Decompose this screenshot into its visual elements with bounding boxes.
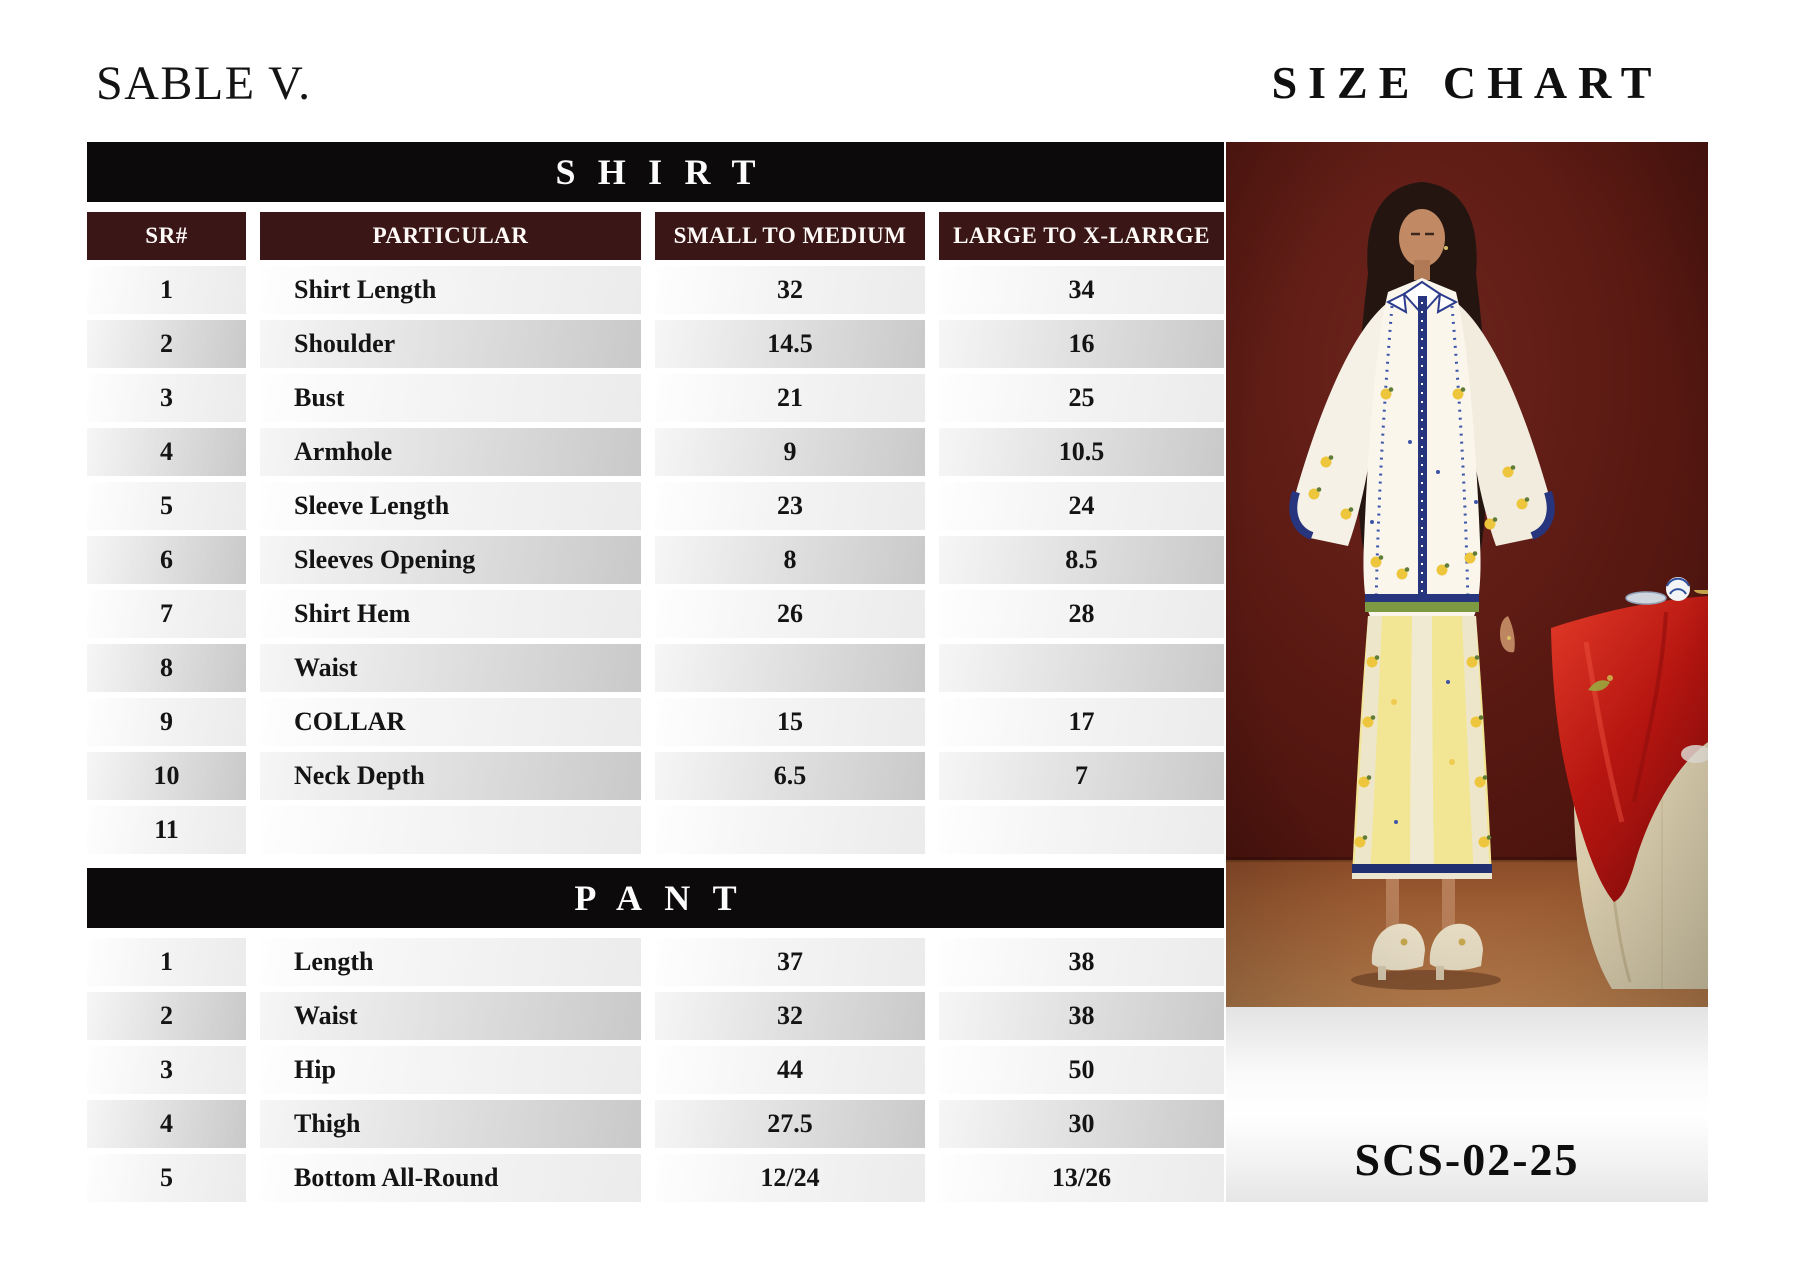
- pant-section: [87, 868, 1224, 1202]
- shirt-section-header: SHIRT: [87, 142, 1224, 202]
- sr-cell: 3: [87, 374, 246, 422]
- small-medium-cell: 32: [655, 266, 925, 314]
- small-medium-cell: 9: [655, 428, 925, 476]
- small-medium-cell: [655, 806, 925, 854]
- product-panel: [1226, 142, 1708, 1202]
- size-tables: [87, 142, 1224, 1202]
- sr-cell: 7: [87, 590, 246, 638]
- pant-table: [87, 938, 1224, 1202]
- sr-cell: 11: [87, 806, 246, 854]
- sr-cell: 4: [87, 1100, 246, 1148]
- large-xlarge-cell: 16: [939, 320, 1224, 368]
- large-xlarge-cell: 38: [939, 992, 1224, 1040]
- particular-cell: Neck Depth: [260, 752, 641, 800]
- particular-cell: Sleeve Length: [260, 482, 641, 530]
- sr-cell: 10: [87, 752, 246, 800]
- large-xlarge-cell: 50: [939, 1046, 1224, 1094]
- sr-cell: 4: [87, 428, 246, 476]
- large-xlarge-cell: 10.5: [939, 428, 1224, 476]
- large-xlarge-cell: 28: [939, 590, 1224, 638]
- large-xlarge-cell: [939, 644, 1224, 692]
- brand-logo: SABLE V.: [96, 57, 312, 110]
- column-header: PARTICULAR: [260, 212, 641, 260]
- large-xlarge-cell: 24: [939, 482, 1224, 530]
- sr-cell: 1: [87, 938, 246, 986]
- page-title: SIZE CHART: [1271, 57, 1663, 108]
- particular-cell: Thigh: [260, 1100, 641, 1148]
- particular-cell: Shoulder: [260, 320, 641, 368]
- sr-cell: 5: [87, 1154, 246, 1202]
- product-photo: [1226, 142, 1708, 1007]
- sr-cell: 2: [87, 992, 246, 1040]
- column-header: SMALL TO MEDIUM: [655, 212, 925, 260]
- sr-cell: 2: [87, 320, 246, 368]
- large-xlarge-cell: 30: [939, 1100, 1224, 1148]
- small-medium-cell: 21: [655, 374, 925, 422]
- column-header: LARGE TO X-LARRGE: [939, 212, 1224, 260]
- sr-cell: 8: [87, 644, 246, 692]
- large-xlarge-cell: 34: [939, 266, 1224, 314]
- sr-cell: 9: [87, 698, 246, 746]
- particular-cell: COLLAR: [260, 698, 641, 746]
- particular-cell: Hip: [260, 1046, 641, 1094]
- large-xlarge-cell: 7: [939, 752, 1224, 800]
- particular-cell: Armhole: [260, 428, 641, 476]
- small-medium-cell: 15: [655, 698, 925, 746]
- large-xlarge-cell: 25: [939, 374, 1224, 422]
- shirt-section: [87, 142, 1224, 854]
- particular-cell: Bust: [260, 374, 641, 422]
- sr-cell: 6: [87, 536, 246, 584]
- sr-cell: 3: [87, 1046, 246, 1094]
- sr-cell: 1: [87, 266, 246, 314]
- sr-cell: 5: [87, 482, 246, 530]
- large-xlarge-cell: 13/26: [939, 1154, 1224, 1202]
- product-code-panel: [1226, 1007, 1708, 1202]
- particular-cell: Waist: [260, 992, 641, 1040]
- product-code: SCS-02-25: [1354, 1134, 1580, 1185]
- small-medium-cell: 14.5: [655, 320, 925, 368]
- large-xlarge-cell: 38: [939, 938, 1224, 986]
- small-medium-cell: 6.5: [655, 752, 925, 800]
- large-xlarge-cell: 17: [939, 698, 1224, 746]
- particular-cell: Waist: [260, 644, 641, 692]
- small-medium-cell: 27.5: [655, 1100, 925, 1148]
- particular-cell: Length: [260, 938, 641, 986]
- large-xlarge-cell: [939, 806, 1224, 854]
- particular-cell: [260, 806, 641, 854]
- small-medium-cell: 44: [655, 1046, 925, 1094]
- large-xlarge-cell: 8.5: [939, 536, 1224, 584]
- particular-cell: Bottom All-Round: [260, 1154, 641, 1202]
- pant-section-header: PANT: [87, 868, 1224, 928]
- column-header: SR#: [87, 212, 246, 260]
- particular-cell: Shirt Length: [260, 266, 641, 314]
- small-medium-cell: 12/24: [655, 1154, 925, 1202]
- small-medium-cell: 37: [655, 938, 925, 986]
- shirt-table: [87, 212, 1224, 854]
- small-medium-cell: 26: [655, 590, 925, 638]
- small-medium-cell: 8: [655, 536, 925, 584]
- particular-cell: Sleeves Opening: [260, 536, 641, 584]
- particular-cell: Shirt Hem: [260, 590, 641, 638]
- small-medium-cell: [655, 644, 925, 692]
- small-medium-cell: 23: [655, 482, 925, 530]
- small-medium-cell: 32: [655, 992, 925, 1040]
